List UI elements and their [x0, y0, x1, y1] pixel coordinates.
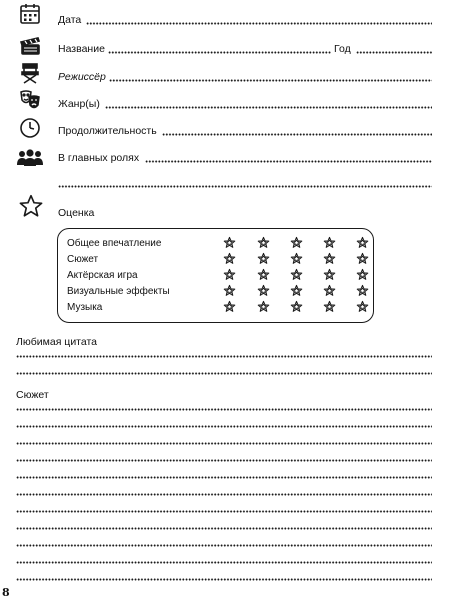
plot-line[interactable] [16, 561, 432, 564]
rating-star[interactable] [223, 252, 236, 265]
rating-row [67, 251, 367, 267]
quote-line-2[interactable] [16, 372, 432, 375]
rating-star[interactable] [323, 236, 336, 249]
plot-line[interactable] [16, 408, 432, 411]
year-label: Год [334, 43, 351, 55]
rating-star[interactable] [323, 268, 336, 281]
rating-row [67, 283, 367, 299]
plot-line[interactable] [16, 510, 432, 513]
rating-star[interactable] [356, 252, 369, 265]
plot-line[interactable] [16, 527, 432, 530]
plot-label: Сюжет [16, 389, 49, 401]
rating-star[interactable] [257, 252, 270, 265]
rating-row-label: Музыка [67, 302, 103, 313]
people-icon [16, 146, 44, 170]
star-icon [18, 193, 44, 219]
rating-star[interactable] [356, 236, 369, 249]
plot-line[interactable] [16, 442, 432, 445]
rating-star[interactable] [290, 284, 303, 297]
plot-line[interactable] [16, 476, 432, 479]
rating-star[interactable] [356, 284, 369, 297]
date-label: Дата [58, 14, 82, 26]
rating-row [67, 267, 367, 283]
rating-star[interactable] [257, 284, 270, 297]
rating-star[interactable] [290, 300, 303, 313]
director-chair-icon [18, 61, 42, 85]
genre-label: Жанр(ы) [58, 98, 100, 110]
page-number: 8 [2, 586, 10, 599]
cast-label: В главных ролях [58, 152, 140, 164]
cast-line-2[interactable] [58, 185, 432, 188]
rating-star[interactable] [323, 300, 336, 313]
rating-row [67, 299, 367, 315]
plot-line[interactable] [16, 493, 432, 496]
rating-star[interactable] [290, 268, 303, 281]
rating-row-label: Общее впечатление [67, 238, 162, 249]
title-line[interactable] [108, 51, 331, 54]
rating-star[interactable] [257, 236, 270, 249]
calendar-icon [18, 2, 42, 26]
rating-star[interactable] [323, 284, 336, 297]
rating-row-label: Актёрская игра [67, 270, 138, 281]
rating-star[interactable] [223, 268, 236, 281]
rating-star[interactable] [223, 300, 236, 313]
duration-line[interactable] [162, 133, 432, 136]
plot-line[interactable] [16, 578, 432, 581]
quote-label: Любимая цитата [16, 336, 98, 348]
title-label: Название [58, 43, 105, 55]
rating-star[interactable] [356, 300, 369, 313]
director-label: Режиссёр [58, 71, 106, 83]
rating-star[interactable] [290, 236, 303, 249]
plot-line[interactable] [16, 425, 432, 428]
date-line[interactable] [86, 22, 432, 25]
rating-star[interactable] [223, 236, 236, 249]
plot-line[interactable] [16, 459, 432, 462]
rating-label: Оценка [58, 207, 95, 219]
rating-row [67, 235, 367, 251]
quote-line-1[interactable] [16, 355, 432, 358]
clapperboard-icon [18, 33, 42, 57]
plot-line[interactable] [16, 544, 432, 547]
director-line[interactable] [109, 79, 432, 82]
duration-label: Продолжительность [58, 125, 157, 137]
rating-row-label: Визуальные эффекты [67, 286, 170, 297]
year-line[interactable] [356, 51, 432, 54]
clock-icon [18, 116, 42, 140]
rating-box [57, 228, 374, 323]
rating-star[interactable] [290, 252, 303, 265]
genre-line[interactable] [105, 106, 432, 109]
theater-masks-icon [18, 88, 42, 112]
rating-star[interactable] [257, 268, 270, 281]
cast-line-1[interactable] [145, 160, 432, 163]
rating-star[interactable] [323, 252, 336, 265]
rating-row-label: Сюжет [67, 254, 99, 265]
rating-star[interactable] [356, 268, 369, 281]
rating-star[interactable] [223, 284, 236, 297]
rating-star[interactable] [257, 300, 270, 313]
